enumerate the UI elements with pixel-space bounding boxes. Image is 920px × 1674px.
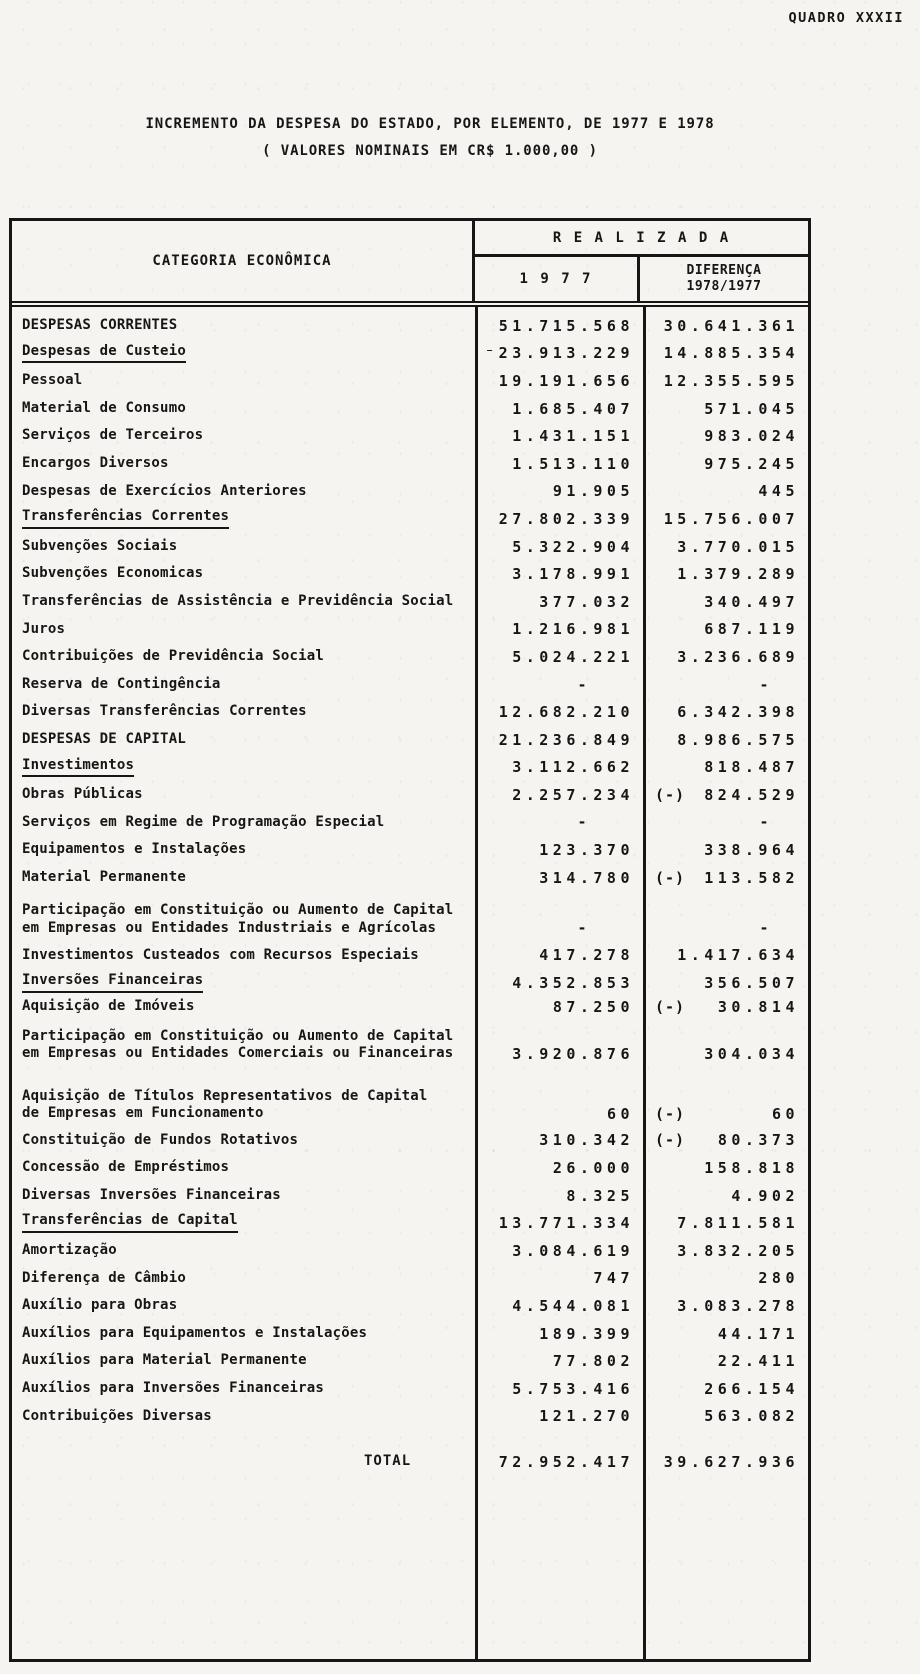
row-value-diff bbox=[646, 869, 808, 887]
table-row bbox=[12, 395, 808, 423]
row-label bbox=[12, 648, 478, 666]
negative-sign: (-) bbox=[655, 785, 686, 804]
row-value-1977: 1.431.151 bbox=[512, 427, 634, 446]
row-label-line1: Diversas Transferências Correntes bbox=[22, 703, 307, 720]
table-header bbox=[12, 221, 808, 307]
row-value-diff bbox=[646, 841, 808, 859]
table-row bbox=[12, 836, 808, 864]
row-value-1977: 1.513.110 bbox=[512, 454, 634, 473]
row-value-diff bbox=[646, 593, 808, 611]
row-value-1977: 77.802 bbox=[552, 1352, 634, 1371]
row-label-line2: em Empresas ou Entidades Comerciais ou Financeiras bbox=[22, 1045, 454, 1062]
diff-number: 571.045 bbox=[704, 399, 799, 418]
row-label bbox=[12, 1297, 478, 1315]
diff-number: 983.024 bbox=[704, 427, 799, 446]
row-label bbox=[12, 676, 478, 694]
row-label bbox=[12, 841, 478, 859]
row-value-1977: 5.322.904 bbox=[512, 537, 634, 556]
row-value-1977: 26.000 bbox=[552, 1159, 634, 1178]
row-value-diff bbox=[646, 1131, 808, 1149]
row-value-1977: 8.325 bbox=[566, 1186, 634, 1205]
diff-number: 304.034 bbox=[704, 1044, 799, 1063]
row-label bbox=[12, 814, 478, 832]
row-value-diff bbox=[646, 1105, 808, 1123]
row-label bbox=[12, 757, 478, 779]
row-value-1977: 1.216.981 bbox=[512, 620, 634, 639]
table-row bbox=[12, 367, 808, 395]
row-label bbox=[12, 1242, 478, 1260]
row-label-line1: Juros bbox=[22, 620, 66, 637]
row-label bbox=[12, 1132, 478, 1150]
row-value-diff bbox=[646, 1214, 808, 1232]
row-value-1977: 1.685.407 bbox=[512, 399, 634, 418]
row-value-1977: 2.257.234 bbox=[512, 785, 634, 804]
row-value-diff bbox=[646, 919, 808, 937]
row-label bbox=[12, 565, 478, 583]
table-row bbox=[12, 1265, 808, 1293]
row-value-1977: 21.236.849 bbox=[498, 730, 634, 749]
row-label bbox=[12, 1352, 478, 1370]
row-label bbox=[12, 508, 478, 530]
row-value-diff bbox=[646, 1352, 808, 1370]
table-body bbox=[12, 307, 808, 1659]
row-label-line1: DESPESAS CORRENTES bbox=[22, 317, 178, 334]
row-label bbox=[12, 1380, 478, 1398]
diff-number: 3.236.689 bbox=[677, 647, 799, 666]
table-row bbox=[12, 478, 808, 506]
diff-number: - bbox=[759, 919, 773, 938]
header-realizada-group bbox=[475, 221, 808, 301]
table-row bbox=[12, 312, 808, 340]
document-title: INCREMENTO DA DESPESA DO ESTADO, POR ELEMENTO, DE 1977 E 1978 bbox=[145, 116, 715, 132]
row-label-line1: Contribuições de Previdência Social bbox=[22, 648, 325, 665]
row-value-diff bbox=[646, 620, 808, 638]
row-value-diff bbox=[646, 648, 808, 666]
row-label bbox=[12, 1212, 478, 1234]
row-value-diff bbox=[646, 703, 808, 721]
row-label bbox=[12, 1408, 478, 1426]
row-value-diff bbox=[646, 786, 808, 804]
document-title-block bbox=[10, 116, 850, 159]
row-value-1977: 123.370 bbox=[539, 841, 634, 860]
row-value-1977: 747 bbox=[593, 1269, 634, 1288]
row-label bbox=[12, 972, 478, 994]
diff-number: 7.811.581 bbox=[677, 1214, 799, 1233]
row-value-diff bbox=[646, 344, 808, 362]
row-value-1977: 417.278 bbox=[539, 946, 634, 965]
table-row bbox=[12, 997, 808, 1017]
row-value-1977: - bbox=[577, 675, 591, 694]
row-label bbox=[12, 1325, 478, 1343]
negative-sign: (-) bbox=[655, 868, 686, 887]
row-label-line1: Pessoal bbox=[22, 372, 83, 389]
row-label-line1: Serviços de Terceiros bbox=[22, 427, 204, 444]
row-label bbox=[12, 538, 478, 556]
row-label bbox=[12, 1453, 478, 1471]
diff-number: 445 bbox=[758, 482, 799, 501]
diff-number: 15.756.007 bbox=[663, 509, 799, 528]
expense-table bbox=[9, 218, 811, 1662]
row-value-1977: 51.715.568 bbox=[498, 316, 634, 335]
row-value-1977: 87.250 bbox=[552, 997, 634, 1016]
diff-number: 60 bbox=[771, 1104, 799, 1123]
table-row bbox=[12, 671, 808, 699]
row-label-line1: Equipamentos e Instalações bbox=[22, 841, 247, 858]
row-value-1977: 4.352.853 bbox=[512, 973, 634, 992]
row-label-line1: Auxílios para Material Permanente bbox=[22, 1352, 307, 1369]
diff-number: 3.770.015 bbox=[677, 537, 799, 556]
table-row bbox=[12, 588, 808, 616]
row-label bbox=[12, 455, 478, 473]
row-label-line1: Despesas de Exercícios Anteriores bbox=[22, 482, 307, 499]
table-row bbox=[12, 643, 808, 671]
row-label-line1: Participação em Constituição ou Aumento de Capital bbox=[22, 1027, 454, 1044]
row-label bbox=[12, 427, 478, 445]
document-subtitle: ( VALORES NOMINAIS EM CR$ 1.000,00 ) bbox=[262, 143, 598, 159]
row-label-line1: Diversas Inversões Financeiras bbox=[22, 1186, 281, 1203]
row-value-1977: 310.342 bbox=[539, 1131, 634, 1150]
row-label-line2 bbox=[22, 1233, 464, 1234]
row-value-1977: 377.032 bbox=[539, 592, 634, 611]
diff-number: 975.245 bbox=[704, 454, 799, 473]
row-value-diff bbox=[646, 1269, 808, 1287]
diff-number: 818.487 bbox=[704, 758, 799, 777]
diff-number: 80.373 bbox=[717, 1131, 799, 1150]
diff-number: 563.082 bbox=[704, 1407, 799, 1426]
diff-number: 22.411 bbox=[717, 1352, 799, 1371]
row-value-1977: 60 bbox=[606, 1104, 634, 1123]
row-value-1977: 12.682.210 bbox=[498, 703, 634, 722]
diff-number: - bbox=[759, 813, 773, 832]
row-label bbox=[12, 593, 478, 611]
header-diferenca-line2: 1978/1977 bbox=[686, 279, 762, 294]
row-value-diff bbox=[646, 372, 808, 390]
row-value-1977: - bbox=[577, 813, 591, 832]
row-value-diff bbox=[646, 1297, 808, 1315]
table-row bbox=[12, 754, 808, 782]
diff-number: 8.986.575 bbox=[677, 730, 799, 749]
table-row bbox=[12, 1154, 808, 1182]
row-label bbox=[12, 1028, 478, 1063]
row-label-line1: Transferências de Capital bbox=[22, 1212, 238, 1233]
row-label-line1: Transferências de Assistência e Previdência Social bbox=[22, 592, 454, 609]
row-label-line1: Obras Públicas bbox=[22, 786, 143, 803]
table-row bbox=[12, 1447, 808, 1477]
row-label-line2 bbox=[22, 993, 464, 994]
row-value-1977: 91.905 bbox=[552, 482, 634, 501]
row-value-diff bbox=[646, 538, 808, 556]
diff-number: 4.902 bbox=[731, 1186, 799, 1205]
row-value-1977: 3.112.662 bbox=[512, 758, 634, 777]
diff-number: 30.814 bbox=[717, 997, 799, 1016]
row-value-diff bbox=[646, 1187, 808, 1205]
row-label-line1: DESPESAS DE CAPITAL bbox=[22, 730, 186, 747]
diff-number: 280 bbox=[758, 1269, 799, 1288]
row-label-line1: Concessão de Empréstimos bbox=[22, 1159, 230, 1176]
diff-number: 158.818 bbox=[704, 1159, 799, 1178]
row-label-line1: Inversões Financeiras bbox=[22, 972, 203, 993]
row-label bbox=[12, 869, 478, 887]
row-value-1977: 5.753.416 bbox=[512, 1379, 634, 1398]
row-label bbox=[12, 786, 478, 804]
table-row bbox=[12, 1347, 808, 1375]
header-diferenca-line1: DIFERENÇA bbox=[686, 263, 762, 278]
header-diferenca bbox=[640, 257, 808, 301]
diff-number: 12.355.595 bbox=[663, 371, 799, 390]
row-label bbox=[12, 1270, 478, 1288]
row-label-line1: Despesas de Custeio bbox=[22, 343, 186, 364]
negative-sign: (-) bbox=[655, 997, 686, 1016]
row-value-diff bbox=[646, 1380, 808, 1398]
row-label-line1: Auxílio para Obras bbox=[22, 1297, 178, 1314]
row-label-line2 bbox=[22, 529, 464, 530]
table-row bbox=[12, 1320, 808, 1348]
row-value-1977: 27.802.339 bbox=[498, 509, 634, 528]
diff-number: 340.497 bbox=[704, 592, 799, 611]
row-value-diff bbox=[646, 482, 808, 500]
table-row bbox=[12, 1292, 808, 1320]
row-label-line1: Investimentos bbox=[22, 757, 134, 778]
table-row bbox=[12, 450, 808, 478]
row-label bbox=[12, 947, 478, 965]
row-label-line2 bbox=[22, 777, 464, 778]
row-value-1977: 19.191.656 bbox=[498, 371, 634, 390]
column-divider-1 bbox=[475, 307, 478, 1659]
row-label-line1: Auxílios para Equipamentos e Instalações bbox=[22, 1324, 368, 1341]
diff-number: 14.885.354 bbox=[663, 344, 799, 363]
diff-number: - bbox=[759, 675, 773, 694]
diff-number: 356.507 bbox=[704, 973, 799, 992]
table-row bbox=[12, 1375, 808, 1403]
row-label-line1: Aquisição de Imóveis bbox=[22, 997, 195, 1014]
row-value-diff bbox=[646, 758, 808, 776]
row-value-diff bbox=[646, 1242, 808, 1260]
table-row bbox=[12, 941, 808, 969]
table-row bbox=[12, 560, 808, 588]
diff-number: 44.171 bbox=[717, 1324, 799, 1343]
table-row bbox=[12, 1182, 808, 1210]
row-label-line1: Reserva de Contingência bbox=[22, 675, 221, 692]
row-label-line1: TOTAL bbox=[364, 1453, 412, 1470]
row-value-diff bbox=[646, 565, 808, 583]
table-row bbox=[12, 698, 808, 726]
row-label-line1: Amortização bbox=[22, 1242, 117, 1259]
negative-sign: (-) bbox=[655, 1104, 686, 1123]
header-1977: 1 9 7 7 bbox=[475, 257, 640, 301]
table-row bbox=[12, 1403, 808, 1431]
row-value-diff bbox=[646, 427, 808, 445]
table-row bbox=[12, 969, 808, 997]
row-value-diff bbox=[646, 946, 808, 964]
row-label bbox=[12, 400, 478, 418]
negative-sign: (-) bbox=[655, 1131, 686, 1150]
row-label-line1: Aquisição de Títulos Representativos de Capital bbox=[22, 1087, 428, 1104]
row-label-line1: Contribuições Diversas bbox=[22, 1407, 212, 1424]
row-value-diff bbox=[646, 455, 808, 473]
row-label-line1: Subvenções Sociais bbox=[22, 537, 178, 554]
row-label-line1: Encargos Diversos bbox=[22, 455, 169, 472]
row-label-line1: Participação em Constituição ou Aumento de Capital bbox=[22, 902, 454, 919]
row-value-diff bbox=[646, 998, 808, 1016]
row-value-1977: 72.952.417 bbox=[498, 1453, 634, 1472]
row-value-diff bbox=[646, 731, 808, 749]
row-value-diff bbox=[646, 1453, 808, 1471]
table-row bbox=[12, 1077, 808, 1127]
row-label bbox=[12, 621, 478, 639]
row-value-1977: 3.178.991 bbox=[512, 565, 634, 584]
quadro-label: QUADRO XXXII bbox=[788, 10, 904, 26]
row-label bbox=[12, 317, 478, 335]
table-row bbox=[12, 1237, 808, 1265]
row-label bbox=[12, 731, 478, 749]
table-row bbox=[12, 616, 808, 644]
row-value-diff bbox=[646, 813, 808, 831]
row-value-1977: ⁻23.913.229 bbox=[485, 344, 634, 363]
row-value-diff bbox=[646, 676, 808, 694]
row-value-diff bbox=[646, 1045, 808, 1063]
table-row bbox=[12, 1209, 808, 1237]
row-label bbox=[12, 483, 478, 501]
diff-number: 266.154 bbox=[704, 1379, 799, 1398]
diff-number: 3.083.278 bbox=[677, 1297, 799, 1316]
table-row bbox=[12, 533, 808, 561]
row-label bbox=[12, 902, 478, 937]
row-label-line1: Transferências Correntes bbox=[22, 508, 229, 529]
table-row bbox=[12, 891, 808, 941]
row-label bbox=[12, 1187, 478, 1205]
row-label-line2: em Empresas ou Entidades Industriais e Agrícolas bbox=[22, 919, 437, 936]
row-label-line1: Investimentos Custeados com Recursos Especiais bbox=[22, 946, 419, 963]
row-label-line1: Auxílios para Inversões Financeiras bbox=[22, 1380, 325, 1397]
row-value-1977: 3.920.876 bbox=[512, 1044, 634, 1063]
row-label bbox=[12, 1159, 478, 1177]
row-label bbox=[12, 703, 478, 721]
header-categoria-economica: CATEGORIA ECONÔMICA bbox=[12, 221, 475, 301]
row-label-line2 bbox=[22, 363, 464, 364]
row-value-1977: 5.024.221 bbox=[512, 647, 634, 666]
row-value-1977: 314.780 bbox=[539, 868, 634, 887]
table-row bbox=[12, 726, 808, 754]
diff-number: 338.964 bbox=[704, 841, 799, 860]
row-value-1977: 4.544.081 bbox=[512, 1297, 634, 1316]
table-row bbox=[12, 505, 808, 533]
diff-number: 30.641.361 bbox=[663, 316, 799, 335]
diff-number: 3.832.205 bbox=[677, 1241, 799, 1260]
row-label-line1: Material Permanente bbox=[22, 868, 186, 885]
diff-number: 687.119 bbox=[704, 620, 799, 639]
row-label-line1: Constituição de Fundos Rotativos bbox=[22, 1131, 299, 1148]
row-value-diff bbox=[646, 510, 808, 528]
row-value-diff bbox=[646, 317, 808, 335]
row-label bbox=[12, 998, 478, 1016]
table-row bbox=[12, 864, 808, 892]
row-label-line1: Diferença de Câmbio bbox=[22, 1269, 186, 1286]
table-row bbox=[12, 781, 808, 809]
row-label-line1: Subvenções Economicas bbox=[22, 565, 204, 582]
row-value-1977: - bbox=[577, 919, 591, 938]
table-row bbox=[12, 1127, 808, 1155]
header-realizada: R E A L I Z A D A bbox=[475, 221, 808, 257]
row-label bbox=[12, 343, 478, 365]
diff-number: 824.529 bbox=[704, 785, 799, 804]
table-row bbox=[12, 340, 808, 368]
row-value-diff bbox=[646, 974, 808, 992]
row-value-diff bbox=[646, 1159, 808, 1177]
table-row bbox=[12, 1017, 808, 1067]
header-subrow bbox=[475, 257, 808, 301]
row-label-line1: Material de Consumo bbox=[22, 399, 186, 416]
diff-number: 6.342.398 bbox=[677, 703, 799, 722]
row-label-line1: Serviços em Regime de Programação Especial bbox=[22, 813, 385, 830]
diff-number: 39.627.936 bbox=[663, 1453, 799, 1472]
table-row bbox=[12, 422, 808, 450]
row-label bbox=[12, 1088, 478, 1123]
row-value-diff bbox=[646, 400, 808, 418]
row-value-1977: 121.270 bbox=[539, 1407, 634, 1426]
row-label-line2: de Empresas em Funcionamento bbox=[22, 1105, 264, 1122]
row-value-1977: 3.084.619 bbox=[512, 1241, 634, 1260]
row-value-diff bbox=[646, 1407, 808, 1425]
diff-number: 1.417.634 bbox=[677, 946, 799, 965]
row-value-diff bbox=[646, 1325, 808, 1343]
diff-number: 1.379.289 bbox=[677, 565, 799, 584]
table-row bbox=[12, 809, 808, 837]
row-value-1977: 13.771.334 bbox=[498, 1214, 634, 1233]
diff-number: 113.582 bbox=[704, 868, 799, 887]
row-label bbox=[12, 372, 478, 390]
row-value-1977: 189.399 bbox=[539, 1324, 634, 1343]
